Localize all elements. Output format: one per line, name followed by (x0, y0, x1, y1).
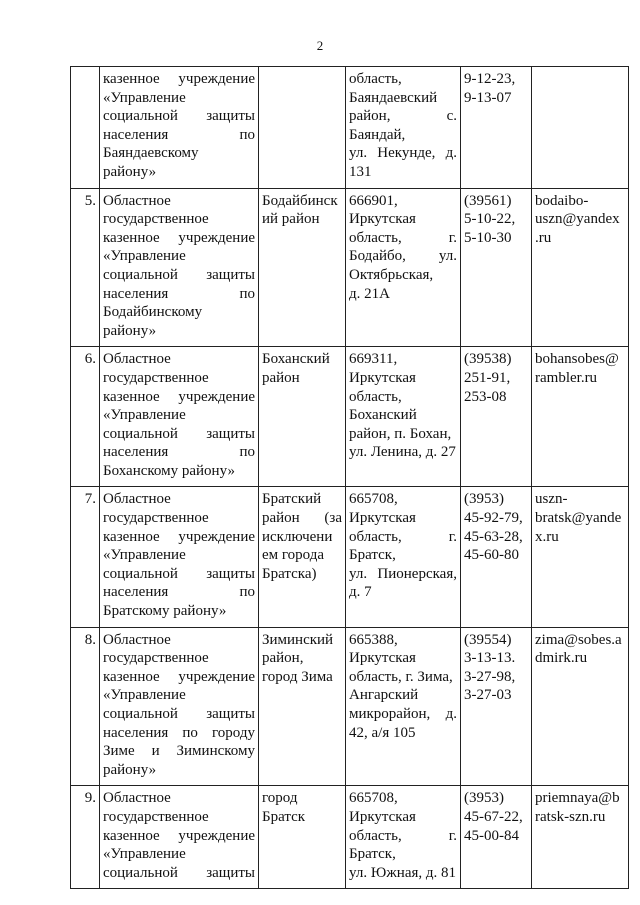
service-area (259, 786, 346, 889)
row-number: 9. (71, 786, 100, 889)
cell-text-line: исключени (262, 528, 333, 545)
cell-text-line: Бодайбинск (262, 192, 338, 209)
cell-text-line: Братский (262, 491, 322, 508)
cell-text-line: государственное (103, 808, 209, 825)
email-address[interactable]: bohansobes@ rambler.ru (532, 347, 629, 487)
cell-text-line: казенное учреждение (103, 388, 255, 405)
table-row (71, 188, 629, 347)
cell-text-line: 669311, (349, 351, 398, 368)
cell-text-line: ул. Некунде, д. (349, 145, 457, 162)
phone-numbers: 9-12-23, 9-13-07 (461, 67, 532, 189)
row-number: 7. (71, 487, 100, 627)
cell-text-line: ий район (262, 211, 320, 228)
cell-text-line: Братск (262, 808, 306, 825)
phone-numbers: (39554) 3-13-13. 3-27-98, 3-27-03 (461, 627, 532, 786)
cell-text-line: Областное (103, 631, 171, 648)
cell-text-line: казенное учреждение (103, 229, 255, 246)
cell-text-line: 665388, (349, 631, 398, 648)
cell-text-line: д. 21А (349, 285, 390, 302)
cell-text-line: населения по (103, 584, 255, 601)
table-row (71, 487, 629, 627)
cell-text-line: району» (103, 163, 157, 180)
cell-text-line: 131 (349, 163, 372, 180)
cell-text-line: ул. Пионерская, (349, 565, 457, 582)
cell-text-line: социальной защиты (103, 108, 255, 125)
cell-text-line: «Управление (103, 89, 186, 106)
cell-text-line: Иркутская (349, 510, 416, 527)
row-number: 6. (71, 347, 100, 487)
row-number: 5. (71, 188, 100, 347)
email-address[interactable]: bodaibo- uszn@yandex .ru (532, 188, 629, 347)
cell-text-line: область, г. (349, 827, 457, 844)
cell-text-line: населения по (103, 285, 255, 302)
cell-text-line: Октябрьская, (349, 266, 434, 283)
cell-text-line: государственное (103, 369, 209, 386)
cell-text-line: область, г. Зима, (349, 668, 453, 685)
phone-numbers: (3953) 45-92-79, 45-63-28, 45-60-80 (461, 487, 532, 627)
cell-text-line: ул. Южная, д. 81 (349, 864, 457, 881)
cell-text-line: ем города (262, 547, 325, 564)
cell-text-line: Зиминский (262, 631, 334, 648)
cell-text-line: город Зима (262, 668, 333, 685)
cell-text-line: 665708, (349, 790, 398, 807)
institution-name (100, 67, 259, 189)
institution-name (100, 786, 259, 889)
service-area (259, 188, 346, 347)
cell-text-line: «Управление (103, 248, 186, 265)
email-address[interactable]: priemnaya@b ratsk-szn.ru (532, 786, 629, 889)
cell-text-line: «Управление (103, 687, 186, 704)
row-number (71, 67, 100, 189)
institution-name (100, 627, 259, 786)
cell-text-line: казенное учреждение (103, 71, 255, 87)
institution-name (100, 188, 259, 347)
cell-text-line: району» (103, 761, 157, 778)
email-address[interactable] (532, 67, 629, 189)
cell-text-line: социальной защиты (103, 266, 255, 283)
cell-text-line: район (за (262, 510, 342, 527)
cell-text-line: Иркутская (349, 808, 416, 825)
cell-text-line: населения по (103, 126, 255, 143)
cell-text-line: 665708, (349, 491, 398, 508)
cell-text-line: Братск, (349, 846, 396, 863)
row-number: 8. (71, 627, 100, 786)
cell-text-line: государственное (103, 211, 209, 228)
cell-text-line: Баяндай, (349, 126, 406, 143)
postal-address (346, 347, 461, 487)
cell-text-line: Братскому району» (103, 603, 227, 620)
cell-text-line: социальной защиты (103, 565, 255, 582)
cell-text-line: государственное (103, 650, 209, 667)
cell-text-line: государственное (103, 510, 209, 527)
cell-text-line: Областное (103, 351, 171, 368)
cell-text-line: Иркутская (349, 650, 416, 667)
cell-text-line: Братска) (262, 565, 317, 582)
table-row (71, 67, 629, 189)
cell-text-line: населения по (103, 444, 255, 461)
cell-text-line: «Управление (103, 547, 186, 564)
cell-text-line: д. 7 (349, 584, 372, 601)
cell-text-line: Ангарский (349, 687, 419, 704)
cell-text-line: область, г. (349, 229, 457, 246)
institutions-table (70, 66, 629, 889)
cell-text-line: казенное учреждение (103, 827, 255, 844)
cell-text-line: район, с. (349, 108, 457, 125)
cell-text-line: району» (103, 322, 157, 339)
table-row (71, 347, 629, 487)
cell-text-line: Областное (103, 192, 171, 209)
postal-address (346, 627, 461, 786)
service-area (259, 627, 346, 786)
cell-text-line: Иркутская (349, 211, 416, 228)
postal-address (346, 786, 461, 889)
cell-text-line: район (262, 369, 300, 386)
cell-text-line: Бодайбо, ул. (349, 248, 457, 265)
cell-text-line: область, г. (349, 528, 457, 545)
email-address[interactable]: zima@sobes.a dmirk.ru (532, 627, 629, 786)
cell-text-line: населения по городу (103, 724, 255, 741)
email-address[interactable]: uszn- bratsk@yande x.ru (532, 487, 629, 627)
institution-name (100, 487, 259, 627)
cell-text-line: район, (262, 650, 304, 667)
phone-numbers: (3953) 45-67-22, 45-00-84 (461, 786, 532, 889)
cell-text-line: социальной защиты (103, 706, 255, 722)
cell-text-line: социальной защиты (103, 425, 255, 442)
postal-address (346, 67, 461, 189)
institution-name (100, 347, 259, 487)
cell-text-line: ул. Ленина, д. 27 (349, 444, 456, 461)
service-area (259, 347, 346, 487)
postal-address (346, 188, 461, 347)
cell-text-line: Боханский (349, 407, 417, 424)
cell-text-line: область, (349, 388, 402, 405)
table-row (71, 627, 629, 786)
service-area (259, 487, 346, 627)
cell-text-line: Областное (103, 790, 171, 807)
table-body (71, 67, 629, 889)
cell-text-line: Областное (103, 491, 171, 508)
cell-text-line: «Управление (103, 407, 186, 424)
cell-text-line: Зиме и Зиминскому (103, 743, 255, 760)
postal-address (346, 487, 461, 627)
cell-text-line: 666901, (349, 192, 398, 209)
service-area (259, 67, 346, 189)
cell-text-line: район, п. Бохан, (349, 425, 452, 442)
phone-numbers: (39538) 251-91, 253-08 (461, 347, 532, 487)
cell-text-line: Боханский (262, 351, 330, 368)
cell-text-line: город (262, 790, 298, 807)
cell-text-line: Баяндаевский (349, 89, 438, 106)
cell-text-line: «Управление (103, 846, 186, 863)
cell-text-line: казенное учреждение (103, 528, 255, 545)
cell-text-line: область, (349, 71, 402, 87)
cell-text-line: социальной защиты (103, 864, 255, 881)
cell-text-line: Братск, (349, 547, 396, 564)
cell-text-line: 42, а/я 105 (349, 724, 416, 741)
page-number: 2 (316, 38, 324, 53)
cell-text-line: Баяндаевскому (103, 145, 199, 162)
phone-numbers: (39561) 5-10-22, 5-10-30 (461, 188, 532, 347)
cell-text-line: казенное учреждение (103, 668, 255, 685)
cell-text-line: Бодайбинскому (103, 304, 203, 321)
cell-text-line: Иркутская (349, 369, 416, 386)
table-row (71, 786, 629, 889)
cell-text-line: Боханскому району» (103, 462, 235, 479)
cell-text-line: микрорайон, д. (349, 706, 457, 722)
